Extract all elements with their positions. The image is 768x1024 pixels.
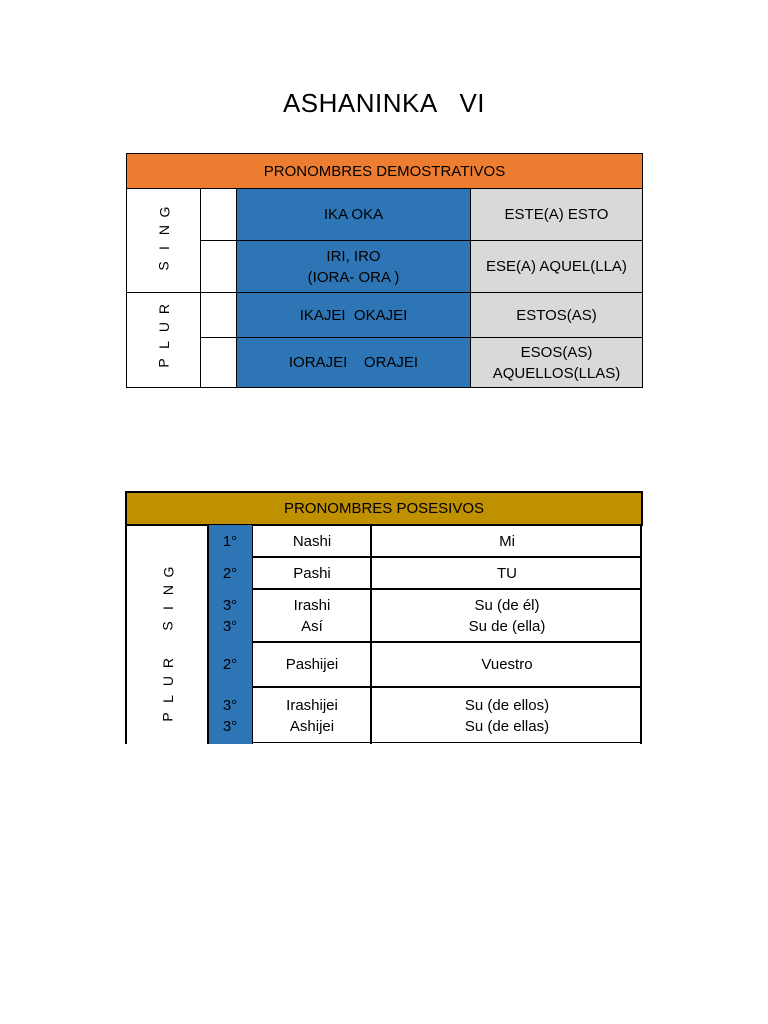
table-border <box>253 588 642 590</box>
table-border <box>253 742 642 743</box>
demonstratives-header: PRONOMBRES DEMOSTRATIVOS <box>126 153 643 189</box>
label-letter: P <box>160 712 176 722</box>
table-border <box>125 525 127 744</box>
plur-vertical-label <box>160 656 176 724</box>
empty-cell <box>200 240 237 293</box>
label-letter: N <box>160 584 176 596</box>
label-letter: S <box>160 621 176 631</box>
possessive-spanish: Su (de él) Su de (ella) <box>468 596 546 635</box>
sing-vertical-label <box>156 205 172 273</box>
label-letter: P <box>156 358 172 368</box>
possessive-native: Pashijei <box>285 656 339 673</box>
label-letter: R <box>156 303 172 315</box>
label-letter: L <box>155 341 172 349</box>
demonstrative-spanish: ESTE(A) ESTO <box>470 188 643 241</box>
person-cell: 3° 3° <box>222 596 238 635</box>
demonstrative-native: IKA OKA <box>236 188 471 241</box>
label-letter: R <box>160 657 176 669</box>
possessive-native: Nashi <box>292 532 332 550</box>
person-cell: 3° 3° <box>222 696 238 735</box>
demonstrative-spanish: ESE(A) AQUEL(LLA) <box>470 240 643 293</box>
empty-cell <box>200 188 237 241</box>
empty-cell <box>200 337 237 388</box>
possessive-native: Irashijei Ashijei <box>286 696 338 735</box>
demonstrative-native: IKAJEI OKAJEI <box>236 292 471 338</box>
person-cell: 2° <box>222 564 238 582</box>
table-border <box>253 556 642 558</box>
table-border <box>253 686 642 688</box>
label-letter: S <box>156 261 172 271</box>
demonstrative-spanish: ESOS(AS) AQUELLOS(LLAS) <box>470 337 643 388</box>
person-cell: 1° <box>222 532 238 550</box>
label-letter: I <box>155 246 172 250</box>
table-border <box>253 641 642 643</box>
label-letter: G <box>159 566 176 578</box>
possessive-spanish: Vuestro <box>481 656 533 673</box>
plur-vertical-label <box>156 302 172 370</box>
person-cell: 2° <box>222 656 238 673</box>
demonstrative-spanish: ESTOS(AS) <box>470 292 643 338</box>
sing-vertical-label <box>160 565 176 633</box>
label-letter: L <box>159 695 176 703</box>
demonstrative-native: IORAJEI ORAJEI <box>236 337 471 388</box>
possessive-native: Irashi Así <box>293 596 331 635</box>
label-letter: G <box>155 206 172 218</box>
possessive-native: Pashi <box>293 564 331 582</box>
empty-cell <box>200 292 237 338</box>
label-letter: N <box>156 224 172 236</box>
demonstrative-native: IRI, IRO (IORA- ORA ) <box>236 240 471 293</box>
possessives-header: PRONOMBRES POSESIVOS <box>125 491 643 526</box>
label-letter: U <box>160 675 176 687</box>
possessive-spanish: Su (de ellos) Su (de ellas) <box>464 696 550 735</box>
possessive-spanish: TU <box>497 564 517 582</box>
page-title: ASHANINKA VI <box>282 88 486 118</box>
label-letter: I <box>159 606 176 610</box>
possessive-spanish: Mi <box>499 532 515 550</box>
label-letter: U <box>156 321 172 333</box>
